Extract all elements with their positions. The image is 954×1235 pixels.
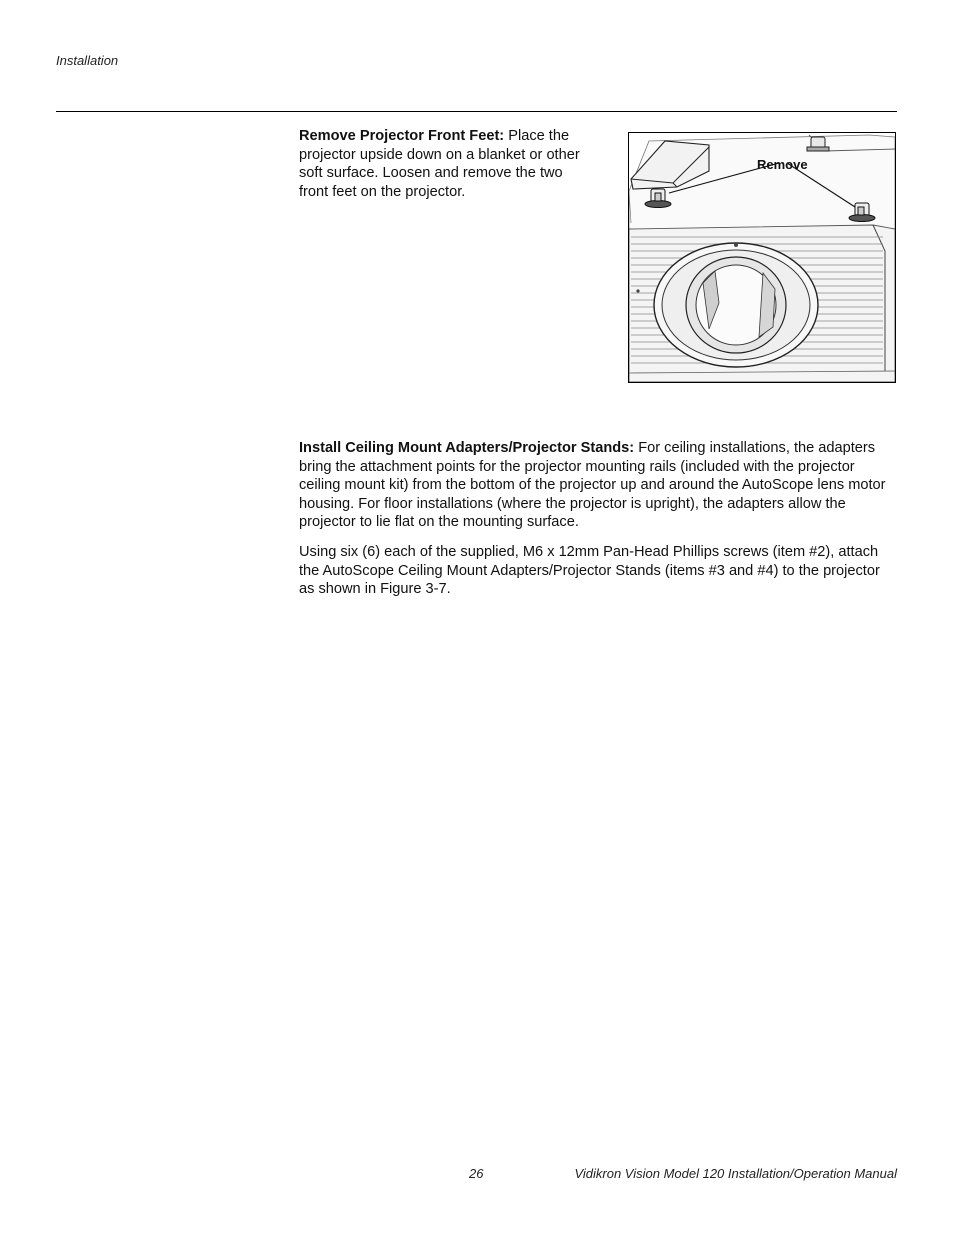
projector-feet-figure bbox=[628, 132, 896, 383]
running-head-section: Installation bbox=[56, 53, 119, 68]
header-rule bbox=[56, 111, 897, 112]
step-adapters-paragraph bbox=[299, 439, 899, 532]
footer-manual-title: Vidikron Vision Model 120 Installation/Operation Manual bbox=[574, 1166, 897, 1181]
step-remove-feet-body: Place the projector upside down on a blanket or other soft surface. Loosen and remove the two front feet on the projector. bbox=[299, 128, 580, 200]
step-remove-feet-heading: Remove Projector Front Feet: bbox=[299, 128, 505, 144]
figure-callout-remove: Remove bbox=[757, 157, 808, 172]
step-adapters-body: For ceiling installations, the adapters bring the attachment points for the projector mounting rails (included with the projector ceiling mount kit) from the bottom of the projector up and around the AutoScope lens motor housing. For floor installations (where the projector is upright), the adapters allow the projector to lie flat on the mounting surface. bbox=[299, 440, 886, 531]
step-screws-paragraph: Using six (6) each of the supplied, M6 x 12mm Pan-Head Phillips screws (item #2), attach the AutoScope Ceiling Mount Adapters/Projector Stands (items #3 and #4) to the projector as shown in Figure 3-7. bbox=[299, 544, 880, 598]
step-remove-feet-paragraph bbox=[299, 127, 589, 201]
footer-page-number: 26 bbox=[469, 1166, 484, 1181]
step-adapters-heading: Install Ceiling Mount Adapters/Projector Stands: bbox=[299, 440, 635, 456]
